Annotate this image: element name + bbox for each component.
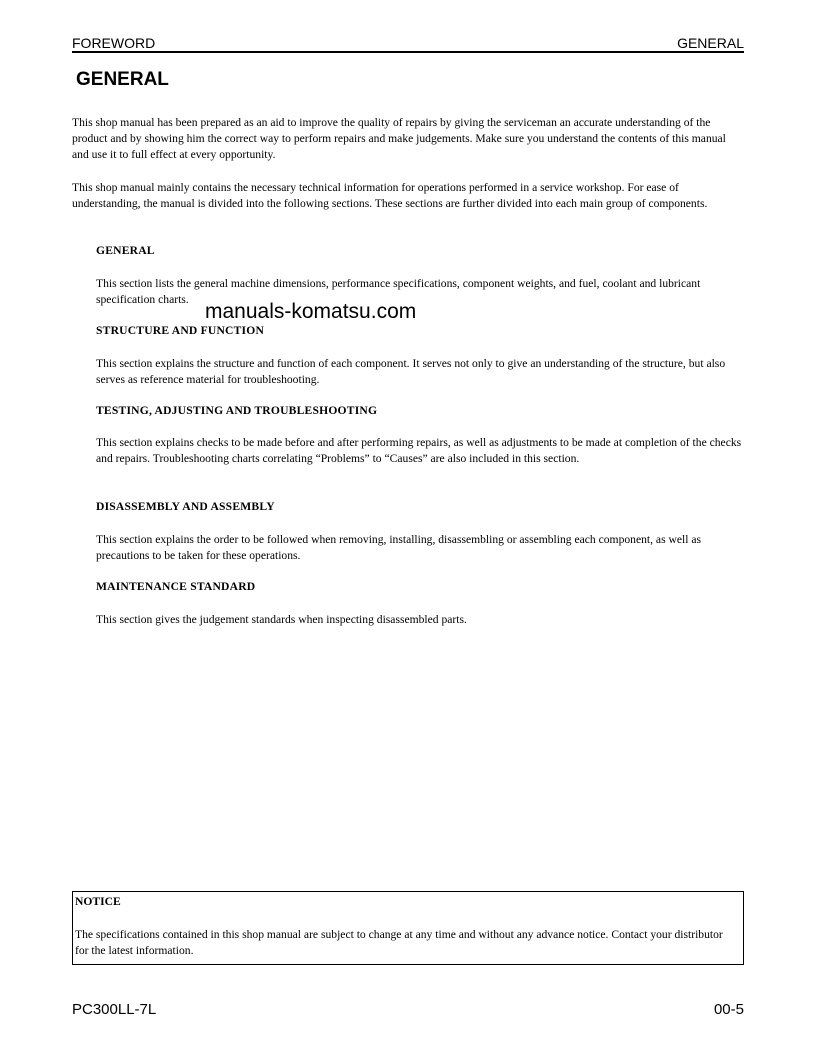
footer-model: PC300LL-7L	[72, 1001, 157, 1018]
notice-box	[72, 891, 744, 965]
section-heading-general: GENERAL	[96, 244, 155, 257]
notice-heading: NOTICE	[75, 895, 121, 908]
section-text-structure: This section explains the structure and function of each component. It serves not only to give an understanding of the structure, but also serves as reference material for troubleshooting.	[96, 357, 726, 386]
section-heading-maintenance: MAINTENANCE STANDARD	[96, 580, 256, 593]
section-heading-disassembly: DISASSEMBLY AND ASSEMBLY	[96, 500, 275, 513]
header-rule	[72, 51, 744, 53]
notice-text: The specifications contained in this shop manual are subject to change at any time and without any advance notice. Contact your distributor for the latest information.	[75, 928, 723, 957]
section-heading-testing: TESTING, ADJUSTING AND TROUBLESHOOTING	[96, 404, 378, 417]
intro-paragraph-1: This shop manual has been prepared as an aid to improve the quality of repairs by giving the serviceman an accurate understanding of the product and by showing him the correct way to perform repairs and make judgements. Make sure you understand the contents of this manual and use it to full effect at every opportunity.	[72, 116, 726, 161]
header-chapter-label: GENERAL	[677, 35, 744, 51]
section-text-maintenance: This section gives the judgement standards when inspecting disassembled parts.	[96, 613, 467, 626]
section-text-testing: This section explains checks to be made before and after performing repairs, as well as adjustments to be made at completion of the checks and repairs. Troubleshooting charts correlating “Problems” to “Causes” are also included in this section.	[96, 436, 742, 465]
section-text-general: This section lists the general machine dimensions, performance specifications, component weights, and fuel, coolant and lubricant specification charts.	[96, 277, 701, 306]
section-heading-structure: STRUCTURE AND FUNCTION	[96, 324, 265, 337]
intro-paragraph-2: This shop manual mainly contains the necessary technical information for operations performed in a service workshop. For ease of understanding, the manual is divided into the following sections. These sections are further divided into each main group of components.	[72, 181, 708, 210]
footer-page-number: 00-5	[713, 1001, 744, 1018]
watermark: manuals-komatsu.com	[205, 300, 417, 323]
page-title: GENERAL	[76, 69, 169, 90]
header-section-label: FOREWORD	[72, 35, 156, 51]
section-text-disassembly: This section explains the order to be followed when removing, installing, disassembling or assembling each component, as well as precautions to be taken for these operations.	[96, 533, 701, 562]
